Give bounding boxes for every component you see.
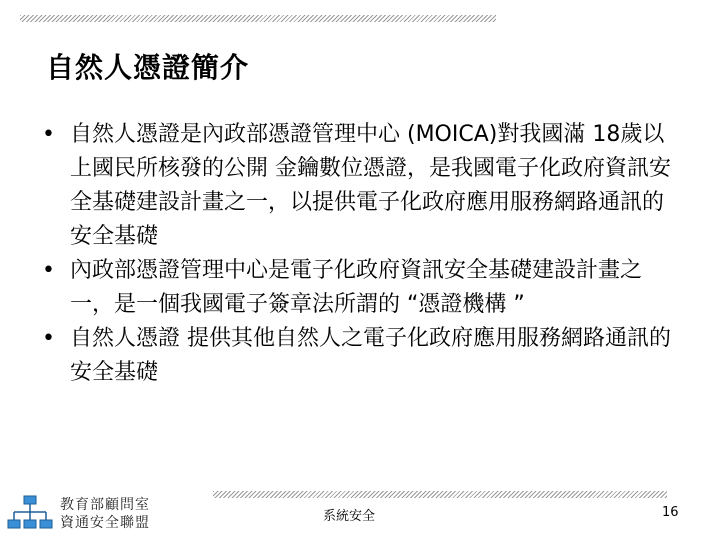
bottom-decorative-stripe [213, 491, 667, 498]
footer-organization [60, 496, 150, 532]
slide-title: 自然人憑證簡介 [46, 51, 250, 84]
bullet-item [40, 322, 680, 390]
bullet-marker: • [42, 122, 55, 147]
page-number: 16 [662, 505, 679, 520]
bullet-text: 自然人憑證 提供其他自然人之電子化政府應用服務網路通訊的安全基礎 [70, 326, 671, 385]
network-logo-icon [6, 494, 54, 534]
top-decorative-stripe [20, 15, 496, 22]
bullet-item [40, 118, 680, 254]
bullet-item [40, 254, 680, 322]
footer-topic: 系統安全 [323, 509, 376, 524]
bullet-text: 自然人憑證是內政部憑證管理中心 (MOICA)對我國滿 18歲以上國民所核發的公開 金鑰數位憑證，是我國電子化政府資訊安全基礎建設計畫之一，以提供電子化政府應用服務網路通訊的安全基礎 [70, 122, 671, 249]
bullet-marker: • [42, 258, 55, 283]
bullet-marker: • [42, 326, 55, 351]
bullet-text: 內政部憑證管理中心是電子化政府資訊安全基礎建設計畫之一，是一個我國電子簽章法所謂的 “憑證機構 ” [70, 258, 643, 317]
footer-org-line1: 教育部顧問室 [60, 497, 150, 513]
bullet-list [40, 118, 680, 390]
footer-org-line2: 資通安全聯盟 [60, 515, 150, 531]
